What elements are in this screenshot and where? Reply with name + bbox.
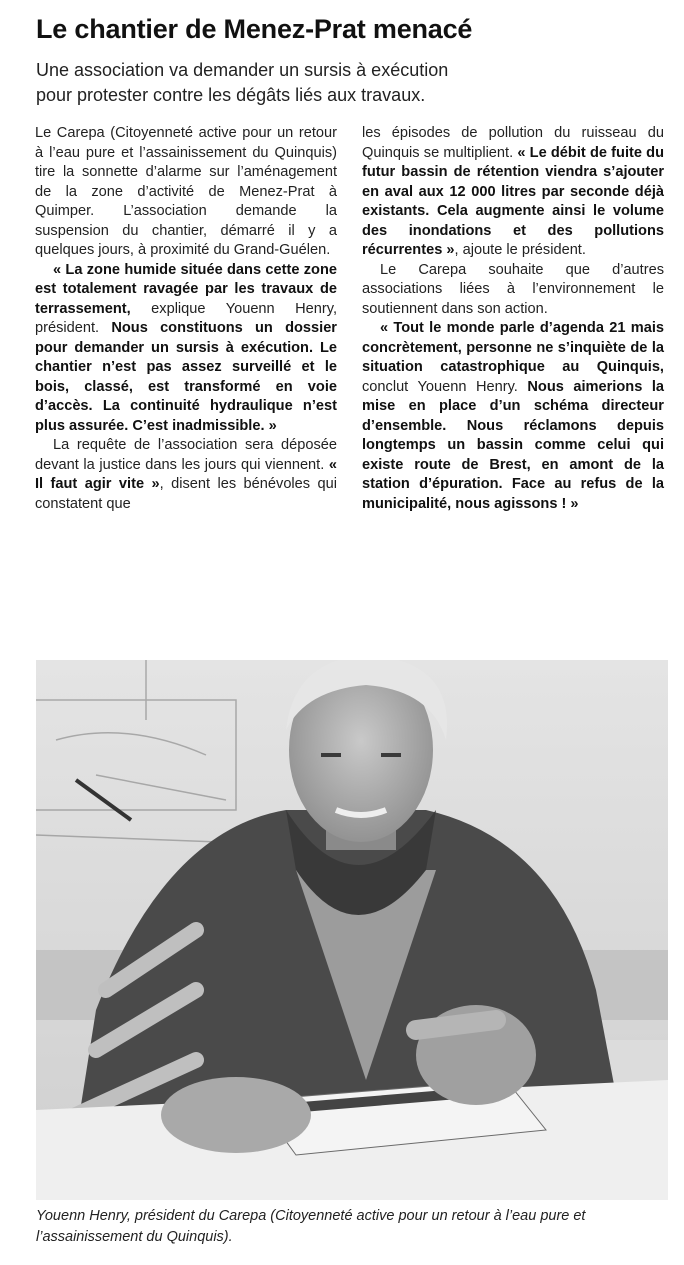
attribution-text: explique Youenn Henry, président. — [35, 300, 337, 336]
article-column-right — [362, 124, 664, 514]
paragraph — [362, 124, 664, 261]
attribution-text: , ajoute le président. — [454, 242, 586, 258]
attribution-text: conclut Youenn Henry. — [362, 378, 528, 395]
standfirst-line-2: pour protester contre les dégâts liés aux travaux. — [36, 85, 426, 105]
body-text: les épisodes de pollution du ruisseau du Quinquis se multiplient. — [362, 125, 664, 161]
headline: Le chantier de Menez-Prat menacé — [36, 14, 473, 44]
article-photo — [36, 660, 668, 1200]
standfirst — [36, 58, 656, 108]
quote-text: « Il faut agir vite » — [35, 456, 337, 492]
paragraph: Le Carepa (Citoyenneté active pour un retour à l’eau pure et l’assainissement du Quinquis) tire la sonnette d’alarme sur l’aménagement de la zone d’activité de Menez-Prat à Quimper. L’association demande la suspension du chantier, démarré il y a quelques jours, à proximité du Grand-Guélen. — [35, 125, 337, 258]
quote-text: Nous constituons un dossier pour demander un sursis à exécution. Le chantier n’est pas assez surveillé et le bois, classé, est transformé en voie d’accès. La continuité hydraulique n’est plus assurée. C’est inadmissible. » — [35, 320, 337, 434]
quote-paragraph — [362, 319, 664, 514]
quote-text: « Tout le monde parle d’agenda 21 mais concrètement, personne ne s’inquiète de la situation catastrophique au Quinquis, — [362, 320, 664, 375]
body-text: , disent les bénévoles qui constatent que — [35, 476, 337, 512]
quote-paragraph — [35, 261, 337, 437]
body-text: La requête de l’association sera déposée devant la justice dans les jours qui viennent. — [35, 437, 337, 473]
photo-caption: Youenn Henry, président du Carepa (Citoyenneté active pour un retour à l’eau pure et l’assainissement du Quinquis). — [36, 1208, 586, 1245]
article-column-left — [35, 124, 337, 514]
standfirst-line-1: Une association va demander un sursis à exécution — [36, 60, 449, 80]
quote-text: « Le débit de fuite du futur bassin de rétention viendra s’ajouter en aval aux 12 000 litres par seconde déjà existants. Cela augmente ainsi le volume des inondations et des pollutions récurrentes » — [362, 144, 664, 258]
quote-text: « La zone humide située dans cette zone est totalement ravagée par les travaux de terrassement, — [35, 261, 337, 317]
quote-text: Nous aimerions la mise en place d’un schéma directeur d’ensemble. Nous réclamons depuis longtemps un bassin comme celui qui existe route de Brest, en amont de la station d’épuration. Face au refus de la municipalité, nous agissons ! » — [362, 378, 664, 512]
paragraph — [35, 436, 337, 514]
paragraph: Le Carepa souhaite que d’autres associations liées à l’environnement le soutiennent dans son action. — [362, 261, 664, 317]
